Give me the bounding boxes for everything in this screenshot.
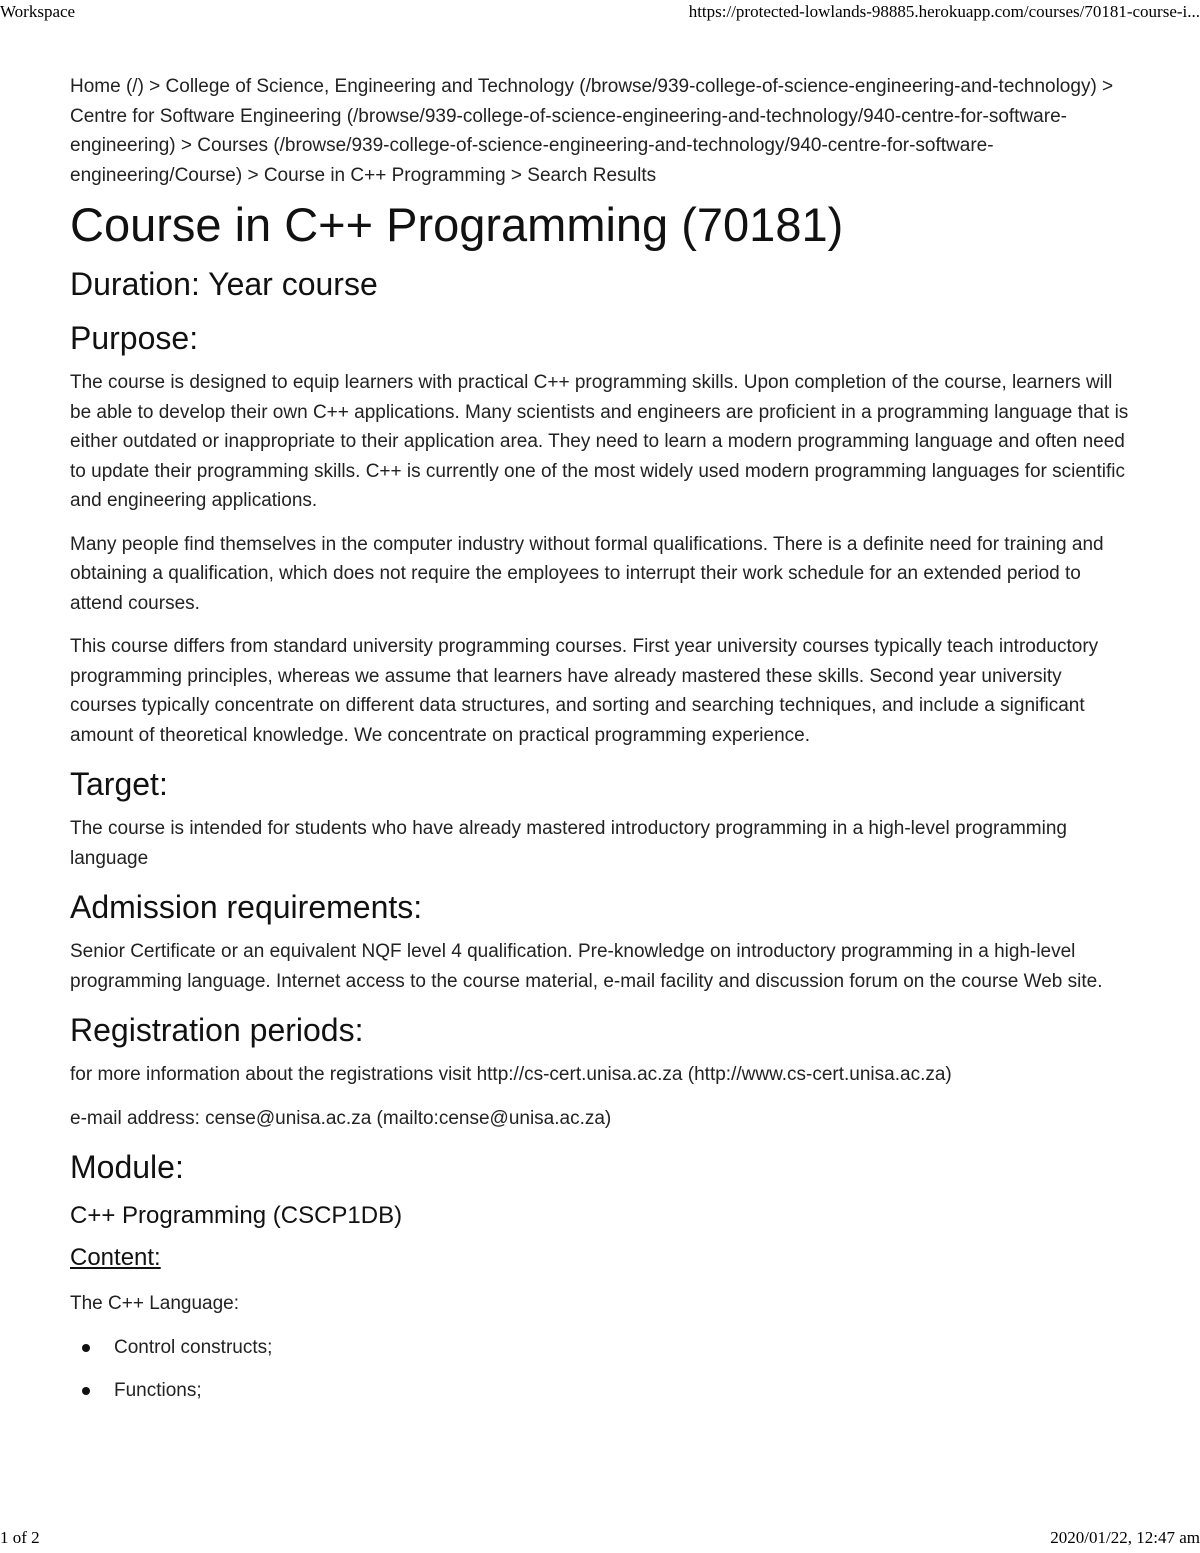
page-number: 1 of 2	[0, 1528, 40, 1547]
purpose-paragraph-3: This course differs from standard university programming courses. First year university courses typically teach introductory programming principles, whereas we assume that learners have already mastered these skills. Second year university courses typically concentrate on different data structures, and sorting and searching techniques, and include a significant amount of theoretical knowledge. We concentrate on practical programming experience.	[70, 636, 1099, 746]
content-heading: Content:	[70, 1244, 161, 1271]
breadcrumb-text[interactable]: Home (/) > College of Science, Engineering and Technology (/browse/939-college-of-science-engineering-and-technology) > Centre for Software Engineering (/browse/939-college-of-science-engineering-and-technology/940-centre-for-software-engineering) > Courses (/browse/939-college-of-science-engineering-and-technology/940-centre-for-software-engineering/Course) > Course in C++ Programming > Search Results	[70, 76, 1114, 186]
registration-info[interactable]: for more information about the registrations visit http://cs-cert.unisa.ac.za (http://www.cs-cert.unisa.ac.za)	[70, 1064, 952, 1085]
print-header-url: https://protected-lowlands-98885.herokuapp.com/courses/70181-course-i...	[688, 2, 1200, 21]
print-datetime: 2020/01/22, 12:47 am	[1050, 1528, 1200, 1547]
breadcrumb	[70, 72, 1130, 190]
topic-label: Functions;	[114, 1380, 202, 1401]
registration-heading: Registration periods:	[70, 1012, 364, 1048]
target-text: The course is intended for students who have already mastered introductory programming in a high-level programming language	[70, 818, 1067, 869]
list-item	[70, 1333, 1130, 1363]
module-name: C++ Programming (CSCP1DB)	[70, 1202, 403, 1229]
purpose-paragraph-1: The course is designed to equip learners with practical C++ programming skills. Upon completion of the course, learners will be able to develop their own C++ applications. Many scientists and engineers are proficient in a programming language that is either outdated or inappropriate to their application area. They need to learn a modern programming language and often need to update their programming skills. C++ is currently one of the most widely used modern programming languages for scientific and engineering applications.	[70, 372, 1129, 511]
page-title: Course in C++ Programming (70181)	[70, 198, 844, 251]
print-header-title: Workspace	[0, 2, 76, 21]
target-heading: Target:	[70, 766, 168, 802]
language-label: The C++ Language:	[70, 1293, 240, 1314]
print-footer	[0, 1528, 1200, 1550]
admission-heading: Admission requirements:	[70, 889, 423, 925]
purpose-heading: Purpose:	[70, 320, 199, 356]
bullet-icon	[82, 1344, 90, 1352]
topic-label: Control constructs;	[114, 1336, 273, 1358]
purpose-paragraph-2: Many people find themselves in the computer industry without formal qualifications. There is a definite need for training and obtaining a qualification, which does not require the employees to interrupt their work schedule for an extended period to attend courses.	[70, 533, 1104, 614]
topic-list	[70, 1333, 1130, 1406]
print-header	[0, 2, 1200, 24]
list-item	[70, 1376, 1130, 1406]
bullet-icon	[82, 1387, 90, 1395]
page-content	[70, 72, 1130, 1420]
admission-text: Senior Certificate or an equivalent NQF level 4 qualification. Pre-knowledge on introductory programming in a high-level programming language. Internet access to the course material, e-mail facility and discussion forum on the course Web site.	[70, 941, 1103, 992]
duration-heading: Duration: Year course	[70, 266, 378, 302]
registration-email[interactable]: e-mail address: cense@unisa.ac.za (mailto:cense@unisa.ac.za)	[70, 1107, 612, 1129]
module-heading: Module:	[70, 1149, 184, 1185]
